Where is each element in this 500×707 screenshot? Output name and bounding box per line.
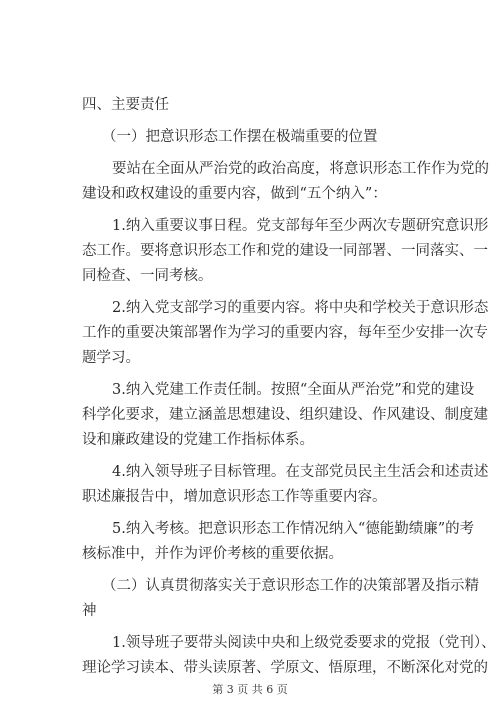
paragraph-line: 理论学习读本、带头读原著、学原文、悟原理，不断深化对党的 [82, 660, 488, 676]
paragraph-line: 5.纳入考核。把意识形态工作情况纳入“德能勤绩廉”的考 [112, 521, 475, 537]
paragraph-line: 1.领导班子要带头阅读中央和上级党委要求的党报（党刊）、 [112, 635, 496, 651]
paragraph-line: 3.纳入党建工作责任制。按照“全面从严治党”和党的建设 [112, 382, 475, 398]
paragraph-line: （二）认真贯彻落实关于意识形态工作的决策部署及指示精 [102, 578, 479, 594]
paragraph-line: 神 [82, 603, 97, 619]
paragraph-line: 题学习。 [82, 350, 140, 366]
paragraph-line: 2.纳入党支部学习的重要内容。将中央和学校关于意识形态 [112, 300, 489, 316]
page-number: 第 3 页 共 6 页 [212, 683, 288, 696]
paragraph-line: 建设和政权建设的重要内容，做到“五个纳入”： [82, 186, 387, 202]
subsection-heading-2 [82, 574, 479, 624]
list-item-2 [82, 296, 489, 371]
document-body [82, 93, 496, 681]
paragraph-line: 4.纳入领导班子目标管理。在支部党员民主生活会和述责述 [112, 464, 489, 480]
paragraph-line: 1.纳入重要议事日程。党支部每年至少两次专题研究意识形 [112, 218, 489, 234]
subsection-heading-1: （一）把意识形态工作摆在极端重要的位置 [102, 129, 378, 145]
intro-paragraph [82, 157, 489, 207]
paragraph-line: 职述廉报告中，增加意识形态工作等重要内容。 [82, 489, 387, 505]
list-item-2-1 [82, 631, 496, 681]
paragraph-line: 核标准中，并作为评价考核的重要依据。 [82, 546, 343, 562]
paragraph-line: 同检查、一同考核。 [82, 268, 213, 284]
section-heading: 四、主要责任 [82, 97, 169, 113]
paragraph-line: 态工作。要将意识形态工作和党的建设一同部署、一同落实、一 [82, 243, 488, 259]
paragraph-line: 科学化要求，建立涵盖思想建设、组织建设、作风建设、制度建 [82, 407, 488, 423]
list-item-3 [82, 378, 488, 453]
paragraph-line: 要站在全面从严治党的政治高度，将意识形态工作作为党的 [112, 161, 489, 177]
list-item-4 [82, 460, 489, 510]
list-item-1 [82, 214, 489, 289]
paragraph-line: 设和廉政建设的党建工作指标体系。 [82, 432, 314, 448]
paragraph-line: 工作的重要决策部署作为学习的重要内容，每年至少安排一次专 [82, 325, 488, 341]
list-item-5 [82, 517, 475, 567]
